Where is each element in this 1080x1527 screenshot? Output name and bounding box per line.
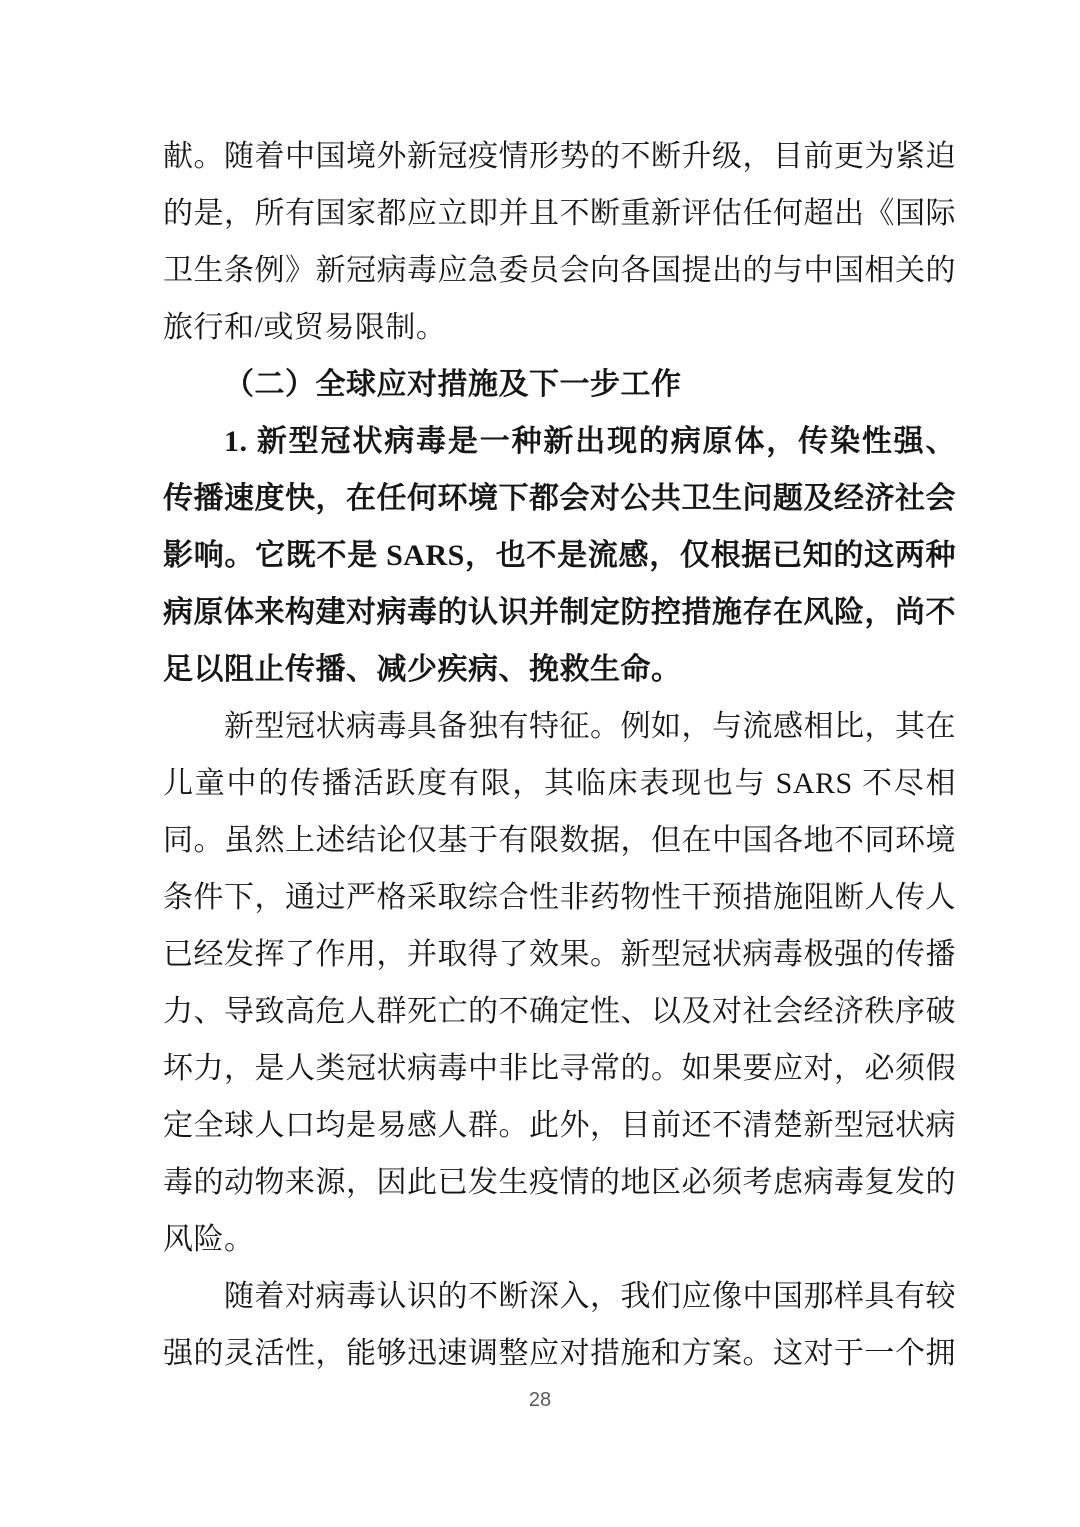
page-footer xyxy=(0,1389,1080,1412)
paragraph-travel-trade-restrictions: 献。随着中国境外新冠疫情形势的不断升级，目前更为紧迫的是，所有国家都应立即并且不断重新评估任何超出《国际卫生条例》新冠病毒应急委员会向各国提出的与中国相关的旅行和/或贸易限制。 xyxy=(163,140,956,344)
paragraph-novel-pathogen: 1. 新型冠状病毒是一种新出现的病原体，传染性强、传播速度快，在任何环境下都会对公共卫生问题及经济社会影响。它既不是 SARS，也不是流感，仅根据已知的这两种病原体来构建对病毒的认识并制定防控措施存在风险，尚不足以阻止传播、减少疾病、挽救生命。 xyxy=(163,425,956,686)
paragraph-unique-features: 新型冠状病毒具备独有特征。例如，与流感相比，其在儿童中的传播活跃度有限，其临床表现也与 SARS 不尽相同。虽然上述结论仅基于有限数据，但在中国各地不同环境条件下，通过严格采取综合性非药物性干预措施阻断人传人已经发挥了作用，并取得了效果。新型冠状病毒极强的传播力、导致高危人群死亡的不确定性、以及对社会经济秩序破坏力，是人类冠状病毒中非比寻常的。如果要应对，必须假定全球人口均是易感人群。此外，目前还不清楚新型冠状病毒的动物来源，因此已发生疫情的地区必须考虑病毒复发的风险。 xyxy=(163,710,956,1256)
page-number: 28 xyxy=(528,1389,552,1411)
section-heading-global-response: （二）全球应对措施及下一步工作 xyxy=(224,368,682,401)
paragraph-flexibility: 随着对病毒认识的不断深入，我们应像中国那样具有较强的灵活性，能够迅速调整应对措施和方案。这对于一个拥 xyxy=(163,1280,956,1370)
document-text-block xyxy=(163,128,956,1382)
